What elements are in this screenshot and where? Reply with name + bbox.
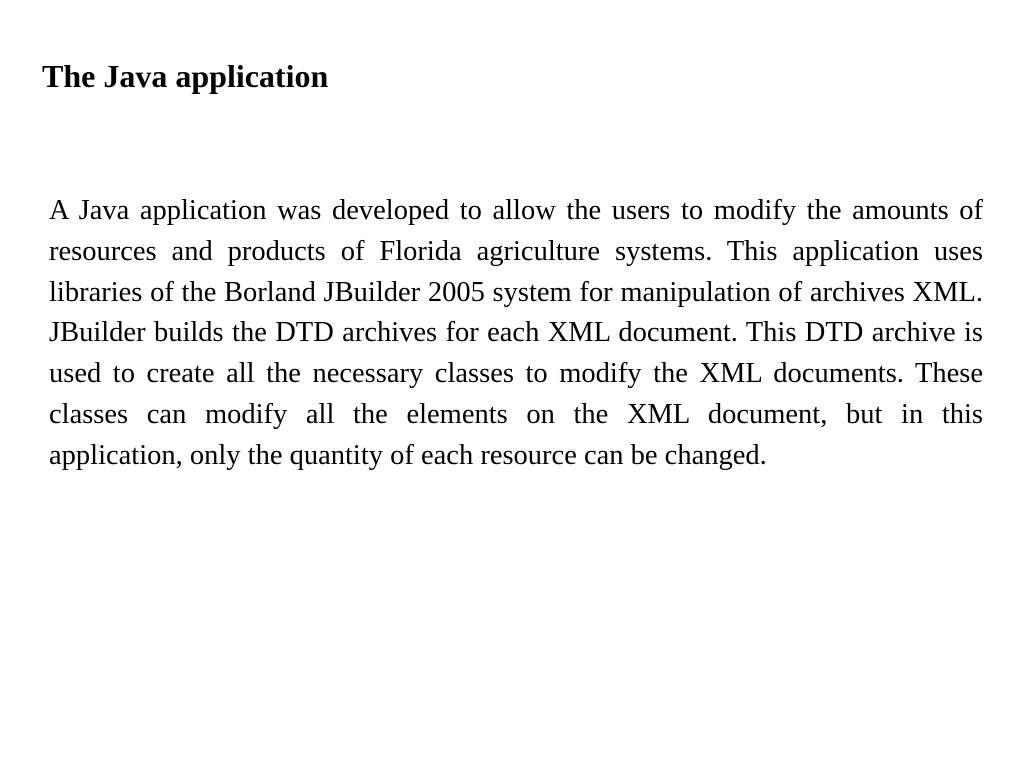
slide-body-paragraph: A Java application was developed to allow the users to modify the amounts of resources and products of Florida agriculture systems. This application uses libraries of the Borland JBuilder 2005 system for manipulation of archives XML. JBuilder builds the DTD archives for each XML document. This DTD archive is used to create all the necessary classes to modify the XML documents. These classes can modify all the elements on the XML document, but in this application, only the quantity of each resource can be changed. xyxy=(49,195,983,471)
slide-title: The Java application xyxy=(42,58,329,94)
